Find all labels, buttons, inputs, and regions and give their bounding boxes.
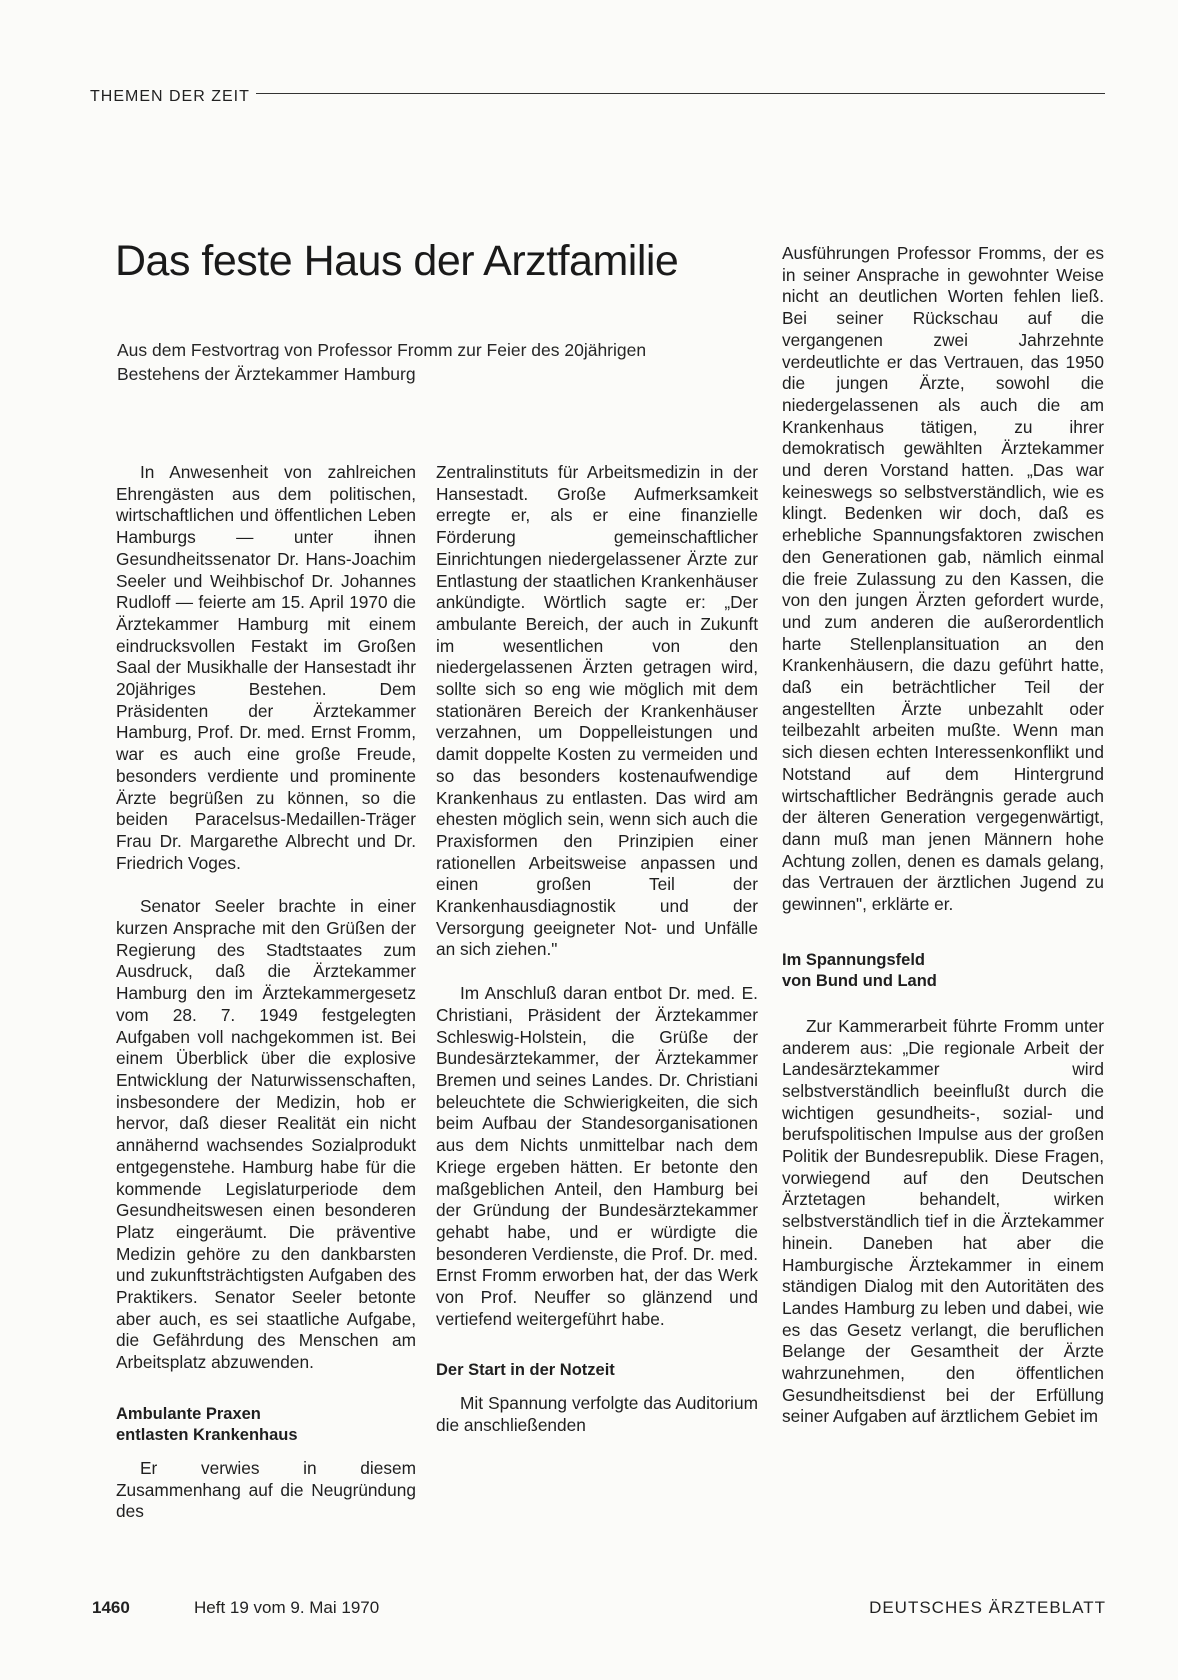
issue-info: Heft 19 vom 9. Mai 1970 bbox=[194, 1598, 380, 1617]
journal-name: DEUTSCHES ÄRZTEBLATT bbox=[869, 1598, 1106, 1617]
paragraph: Zentralinstituts für Arbeitsmedizin in der Hansestadt. Große Aufmerksamkeit erregte er, als er eine finanzielle Förderung gemeinschaftlicher Einrichtungen niedergelassener Ärzte zur Entlastung der staatlichen Krankenhäuser ankündigte. Wörtlich sagte er: „Der ambulante Bereich, der auch in Zukunft im wesentlichen von den niedergelassenen Ärzten getragen wird, sollte sich so eng wie möglich mit dem stationären Bereich der Krankenhäuser verzahnen, um Doppelleistungen und damit doppelte Kosten zu vermeiden und so das besonders kostenaufwendige Krankenhaus zu entlasten. Das wird am ehesten möglich sein, wenn sich auch die Praxisformen den Prinzipien einer rationellen Arbeitsweise anpassen und einen großen Teil der Krankenhausdiagnostik und der Versorgung geeigneter Not- und Unfälle an sich ziehen." bbox=[436, 462, 758, 960]
article-title: Das feste Haus der Arztfamilie bbox=[115, 237, 679, 285]
paragraph: Ausführungen Professor Fromms, der es in seiner Ansprache in gewohnter Weise nicht an deutlichen Worten fehlen ließ. Bei seiner Rückschau auf die vergangenen zwei Jahrzehnte verdeutlichte er das Vertrauen, das 1950 die jungen Ärzte, sowohl die niedergelassenen als auch die am Krankenhaus tätigen, zu ihrer demokratisch gewählten Ärztekammer und deren Vorstand hatten. „Das war keineswegs so selbstverständlich, wie es klingt. Bedenken wir doch, daß es erhebliche Spannungsfaktoren zwischen den Generationen gab, nämlich einmal die freie Zulassung zu den Kassen, die von den jungen Ärzten gefordert wurde, und zum anderen die außerordentlich harte Stellenplansituation an den Krankenhäusern, die dazu geführt hatte, daß ein beträchtlicher Teil der angestellten Ärzte unbezahlt oder teilbezahlt arbeiten mußte. Wenn man sich diesen echten Interessenkonflikt und Notstand auf dem Hintergrund wirtschaftlicher Bedrängnis gerade auch der älteren Generation vergegenwärtigt, dann muß man jenen Männern hohe Achtung zollen, denen es damals gelang, das Vertrauen der ärztlichen Jugend zu gewinnen", erklärte er. bbox=[782, 243, 1104, 915]
page-footer bbox=[92, 1598, 1106, 1620]
section-heading: Im Spannungsfeld von Bund und Land bbox=[782, 950, 937, 990]
text-column-2 bbox=[436, 462, 758, 1437]
page-number: 1460 bbox=[92, 1598, 130, 1617]
section-heading: Der Start in der Notzeit bbox=[436, 1361, 615, 1380]
paragraph: Er verwies in diesem Zusammenhang auf die Neugründung des bbox=[116, 1457, 416, 1522]
article-subtitle: Aus dem Festvortrag von Professor Fromm zur Feier des 20jährigen Bestehens der Ärztekammer Hamburg bbox=[117, 340, 647, 384]
running-header bbox=[90, 82, 1105, 106]
text-column-1 bbox=[116, 462, 416, 1523]
paragraph: Zur Kammerarbeit führte Fromm unter anderem aus: „Die regionale Arbeit der Landesärztekammer wird selbstverständlich beeinflußt durch die wichtigen gesundheits-, sozial- und berufspolitischen Impulse aus der großen Politik der Bundesrepublik. Diese Fragen, vorwiegend auf den Deutschen Ärztetagen behandelt, wirken selbstverständlich tief in die Ärztekammer hinein. Daneben hat aber die Hamburgische Ärztekammer in einem ständigen Dialog mit den Autoritäten des Landes Hamburg zu leben und dabei, wie es das Gesetz verlangt, die beruflichen Belange der Gesamtheit der Ärzte wahrzunehmen, den öffentlichen Gesundheitsdienst bei der Erfüllung seiner Aufgaben auf ärztlichem Gebiet im bbox=[782, 1015, 1104, 1427]
section-heading: Ambulante Praxen entlasten Krankenhaus bbox=[116, 1404, 298, 1444]
header-rule bbox=[256, 93, 1105, 94]
paragraph: Senator Seeler brachte in einer kurzen Ansprache mit den Grüßen der Regierung des Stadtstaates zum Ausdruck, daß die Ärztekammer Hamburg den im Ärztekammergesetz vom 28. 7. 1949 festgelegten Aufgaben voll nachgekommen ist. Bei einem Überblick über die explosive Entwicklung der Naturwissenschaften, insbesondere der Medizin, hob er hervor, daß dieser Realität ein nicht annähernd wachsendes Sozialprodukt entgegenstehe. Hamburg habe für die kommende Legislaturperiode dem Gesundheitswesen einen besonderen Platz eingeräumt. Die präventive Medizin gehöre zu den dankbarsten und zukunftsträchtigsten Aufgaben des Praktikers. Senator Seeler betonte aber auch, es sei staatliche Aufgabe, die Gefährdung des Menschen am Arbeitsplatz abzuwenden. bbox=[116, 896, 416, 1373]
paragraph: Mit Spannung verfolgte das Auditorium die anschließenden bbox=[436, 1393, 758, 1436]
text-column-3 bbox=[782, 243, 1104, 1428]
paragraph: In Anwesenheit von zahlreichen Ehrengästen aus dem politischen, wirtschaftlichen und öffentlichen Leben Hamburgs — unter ihnen Gesundheitssenator Dr. Hans-Joachim Seeler und Weihbischof Dr. Johannes Rudloff — feierte am 15. April 1970 die Ärztekammer Hamburg mit einem eindrucksvollen Festakt im Großen Saal der Musikhalle der Hansestadt ihr 20jähriges Bestehen. Dem Präsidenten der Ärztekammer Hamburg, Prof. Dr. med. Ernst Fromm, war es auch eine große Freude, besonders verdiente und prominente Ärzte begrüßen zu können, so die beiden Paracelsus-Medaillen-Träger Frau Dr. Margarethe Albrecht und Dr. Friedrich Voges. bbox=[116, 462, 416, 873]
section-label: THEMEN DER ZEIT bbox=[90, 88, 250, 105]
paragraph: Im Anschluß daran entbot Dr. med. E. Christiani, Präsident der Ärztekammer Schleswig-Holstein, die Grüße der Bundesärztekammer, der Ärztekammer Bremen und seines Landes. Dr. Christiani beleuchtete die Schwierigkeiten, die sich beim Aufbau der Standesorganisationen aus dem Nichts unmittelbar nach dem Kriege ergeben hätten. Er betonte den maßgeblichen Anteil, den Hamburg bei der Gründung der Bundesärztekammer gehabt habe, und er würdigte die besonderen Verdienste, die Prof. Dr. med. Ernst Fromm erworben hat, der das Werk von Prof. Neuffer so glänzend und vertiefend weitergeführt habe. bbox=[436, 983, 758, 1329]
